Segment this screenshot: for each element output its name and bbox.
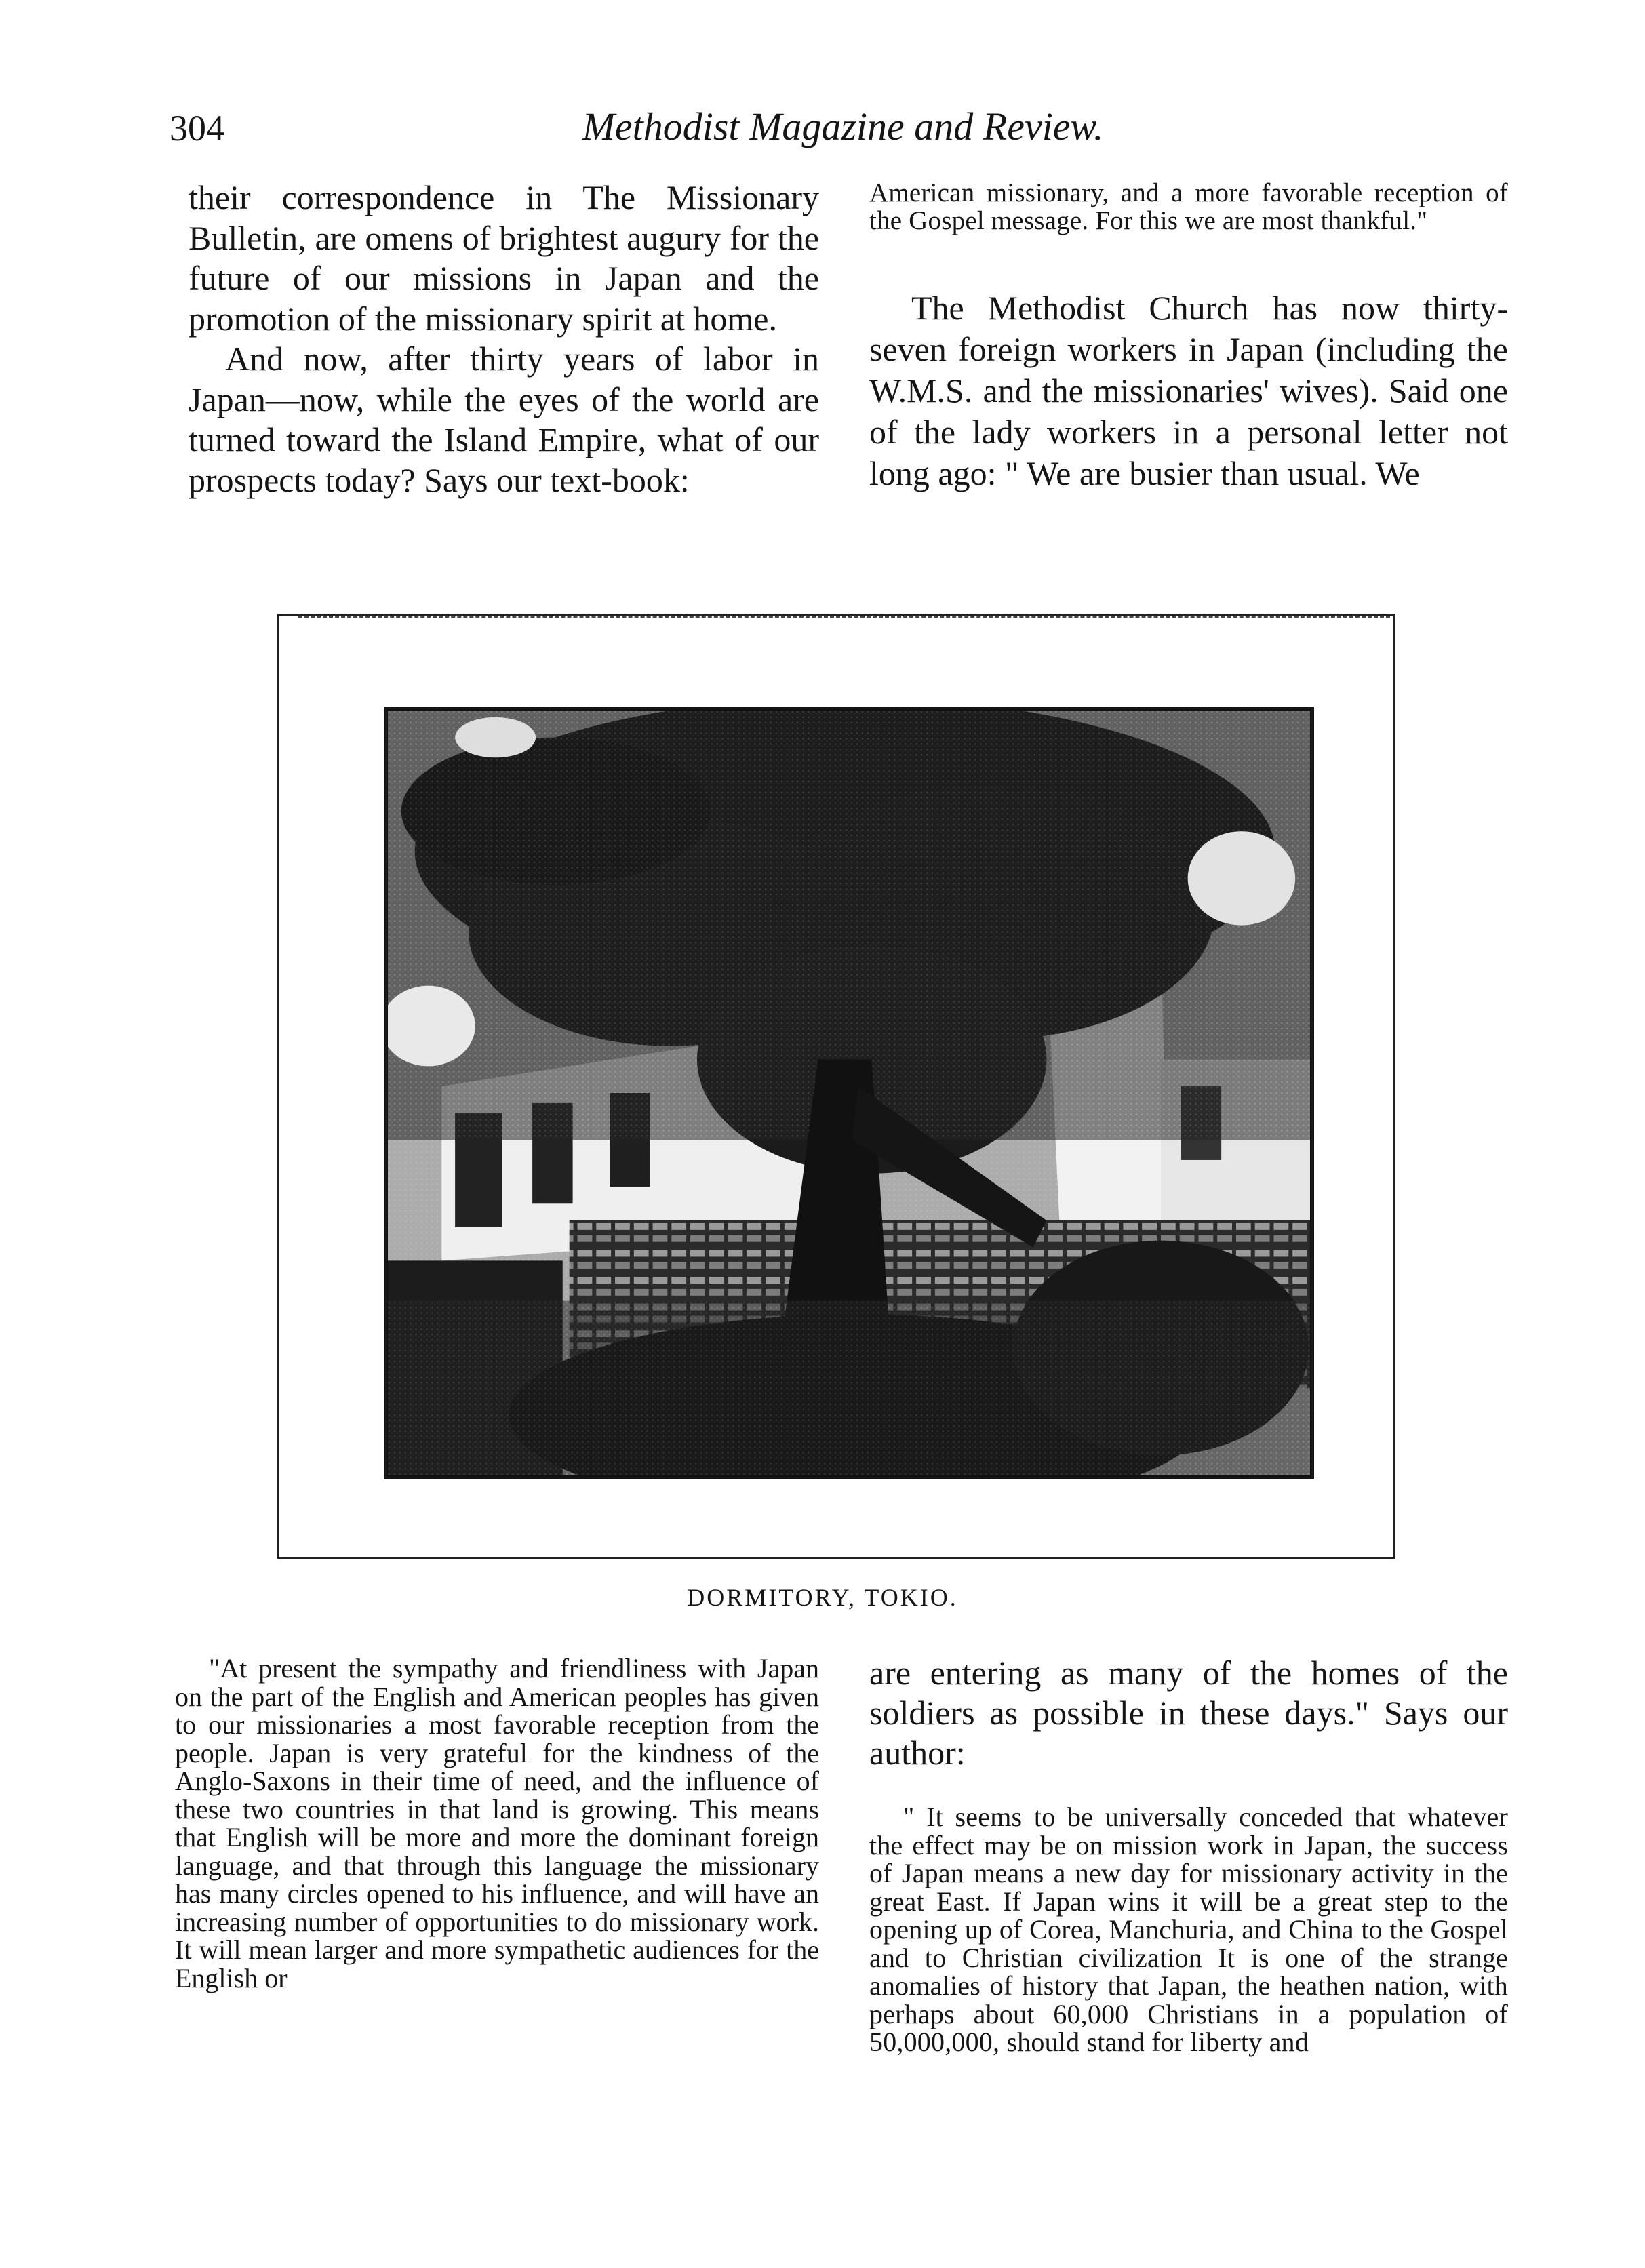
left-column-bottom bbox=[175, 1654, 819, 1992]
paragraph: And now, after thirty years of labor in Japan—now, while the eyes of the world are turned toward the Island Empire, what of our prospects today? Says our text-book: bbox=[189, 340, 819, 499]
quote-continuation: American missionary, and a more favorable reception of the Gospel message. For this we are most thankful." bbox=[869, 178, 1508, 235]
dormitory-photograph bbox=[384, 707, 1314, 1479]
quote-paragraph: " It seems to be universally conceded that whatever the effect may be on mission work in Japan, the success of Japan means a new day for missionary activity in the great East. If Japan wins it will be a great step to the opening up of Corea, Manchuria, and China to the Gospel and to Christian civilization It is one of the strange anomalies of history that Japan, the heathen nation, with perhaps about 60,000 Christians in a population of 50,000,000, should stand for liberty and bbox=[869, 1802, 1508, 2057]
page-number: 304 bbox=[170, 108, 224, 148]
paragraph: The Methodist Church has now thirty-seven foreign workers in Japan (including the W.M.S. and the missionaries' wives). Said one of the lady workers in a personal letter not long ago: " We are busier than usual. We bbox=[869, 289, 1508, 492]
quote-paragraph: "At present the sympathy and friendliness with Japan on the part of the English and American peoples has given to our missionaries a most favorable reception from the people. Japan is very grateful for the kindness of the Anglo-Saxons in their time of need, and the influence of these two countries in that land is growing. This means that English will be more and more the dominant foreign language, and that through this language the missionary has many circles opened to his influence, and will have an increasing number of opportunities to do missionary work. It will mean larger and more sympathetic audiences for the English or bbox=[175, 1653, 819, 1993]
photograph-illustration bbox=[388, 711, 1310, 1475]
right-column-top bbox=[869, 179, 1508, 494]
running-title: Methodist Magazine and Review. bbox=[582, 104, 1104, 148]
paragraph: their correspondence in The Missionary Bulletin, are omens of brightest augury for the future of our missions in Japan and the promotion of the missionary spirit at home. bbox=[189, 178, 819, 338]
figure-frame-top-rule bbox=[298, 616, 1390, 618]
figure-caption: DORMITORY, TOKIO. bbox=[687, 1584, 958, 1611]
right-column-bottom bbox=[869, 1653, 1508, 2056]
paragraph: are entering as many of the homes of the soldiers as possible in these days." Says our author: bbox=[869, 1654, 1508, 1772]
left-column-top bbox=[189, 178, 819, 500]
